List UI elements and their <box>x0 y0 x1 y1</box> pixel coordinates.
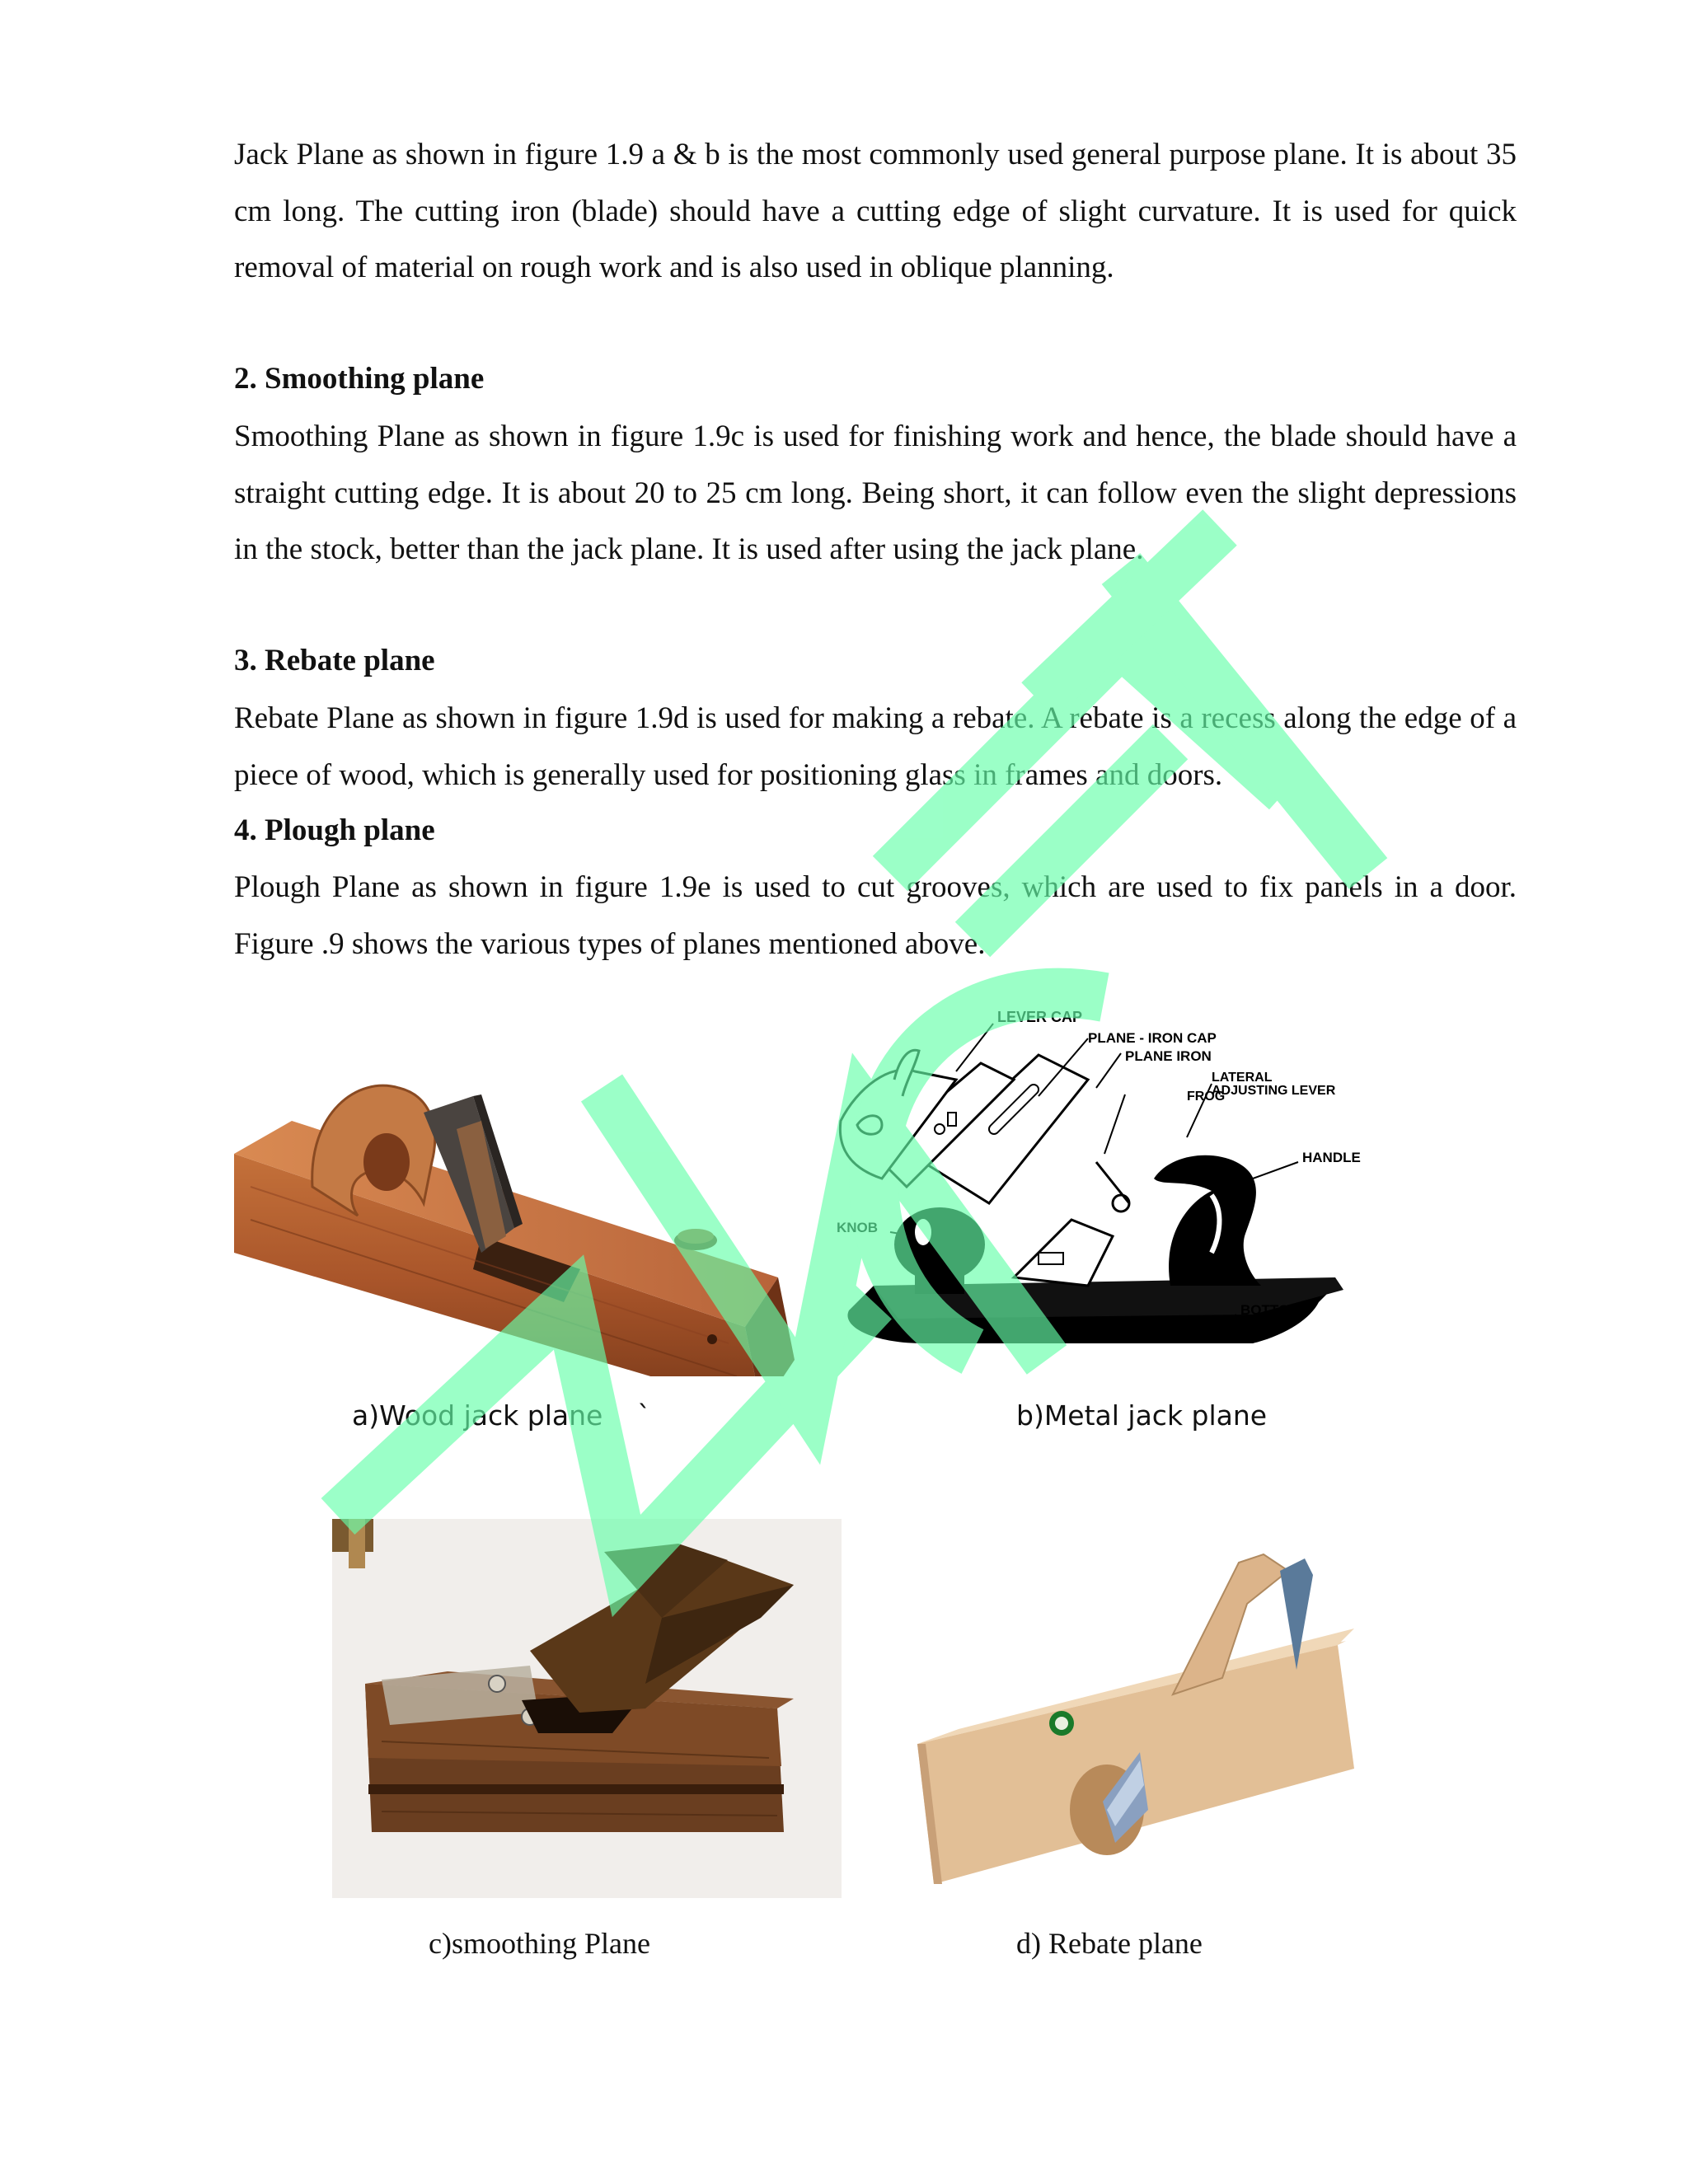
label-bottom: BOTTOM <box>1240 1302 1301 1318</box>
label-lever-cap: LEVER CAP <box>997 1009 1083 1025</box>
paragraph-plough-plane: Plough Plane as shown in figure 1.9e is used to cut grooves, which are used to fix panels in a door. Figure .9 shows the various types of planes mentioned above. <box>234 870 1517 961</box>
paragraph-smoothing-plane: Smoothing Plane as shown in figure 1.9c is used for finishing work and hence, the blade should have a straight cutting edge. It is about 20 to 25 cm long. Being short, it can follow even the slight depressions in the stock, better than the jack plane. It is used after using the jack plane. <box>234 419 1517 566</box>
caption-rebate-plane: d) Rebate plane <box>1016 1927 1203 1960</box>
rebate-plane-illustration <box>909 1538 1371 1900</box>
heading-rebate-plane: 3. Rebate plane <box>234 644 435 677</box>
figure-smoothing-plane <box>332 1519 842 1898</box>
caption-metal-jack-plane: b)Metal jack plane <box>1016 1399 1268 1432</box>
label-plane-iron-cap: PLANE - IRON CAP <box>1088 1030 1217 1046</box>
figure-rebate-plane <box>909 1538 1371 1900</box>
heading-smoothing-plane: 2. Smoothing plane <box>234 362 485 396</box>
label-knob: KNOB <box>837 1220 879 1235</box>
label-adjusting-lever: ADJUSTING LEVER <box>1212 1084 1336 1098</box>
label-lateral: LATERAL <box>1212 1071 1273 1085</box>
caption-wood-jack-plane: a)Wood jack plane ` <box>352 1399 651 1432</box>
label-frog: FROG <box>1187 1090 1226 1104</box>
smoothing-plane-illustration <box>332 1519 842 1898</box>
metal-jack-plane-diagram <box>824 989 1401 1360</box>
figure-wood-jack-plane <box>234 1063 828 1376</box>
paragraph-jack-plane: Jack Plane as shown in figure 1.9 a & b is the most commonly used general purpose plane. It is about 35 cm long. The cutting iron (blade) should have a cutting edge of slight curvature. It is used for quick removal of material on rough work and is also used in oblique planning. <box>234 138 1517 284</box>
caption-smoothing-plane: c)smoothing Plane <box>429 1927 650 1960</box>
plane-handle <box>1154 1155 1261 1286</box>
paragraph-rebate-plane: Rebate Plane as shown in figure 1.9d is used for making a rebate. A rebate is a recess along the edge of a piece of wood, which is generally used for positioning glass in frames and doors. <box>234 701 1517 792</box>
figure-metal-jack-plane <box>824 989 1401 1360</box>
heading-plough-plane: 4. Plough plane <box>234 813 435 847</box>
label-plane-iron: PLANE IRON <box>1125 1048 1212 1064</box>
wood-jack-plane-illustration <box>234 1063 828 1376</box>
label-handle: HANDLE <box>1302 1150 1361 1165</box>
